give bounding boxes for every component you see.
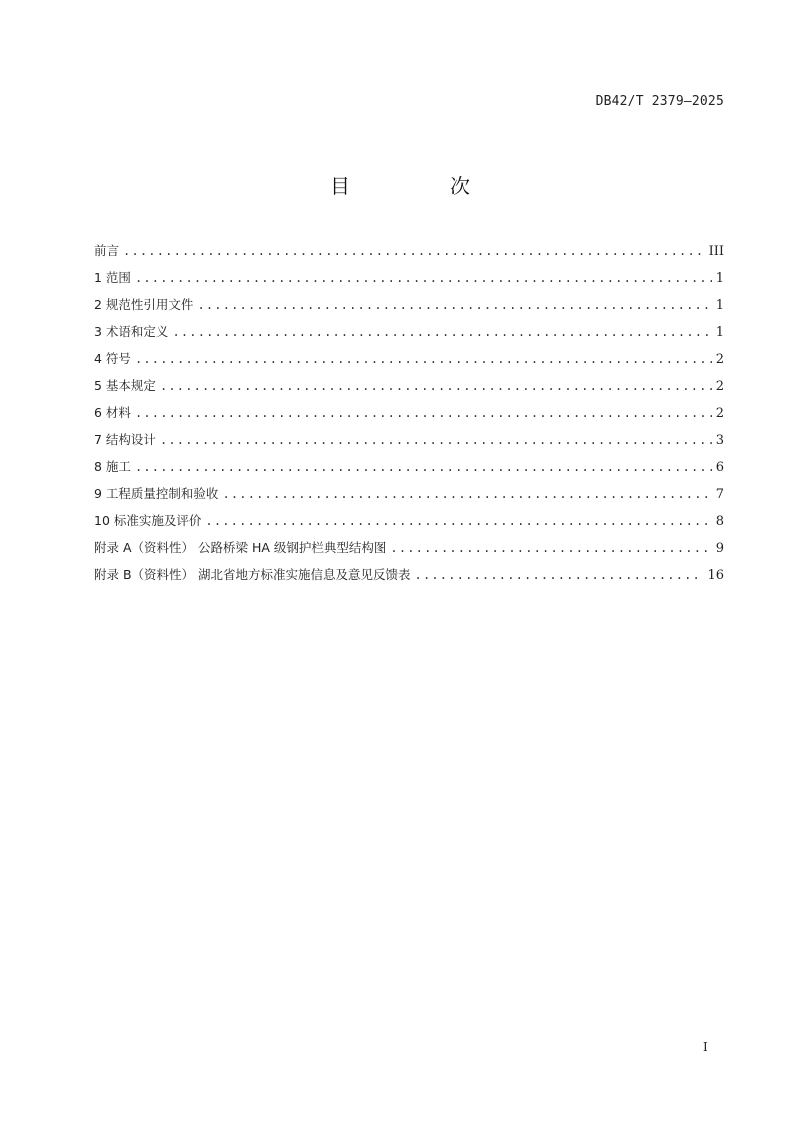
toc-entry-label: 1 范围 (94, 270, 131, 285)
toc-entry-label: 前言 (94, 243, 120, 258)
toc-entry-label: 8 施工 (94, 459, 131, 474)
toc-entry-page: 2 (715, 379, 724, 394)
dot-leader (135, 271, 712, 285)
dot-leader (135, 352, 712, 366)
toc-entry-page: 1 (715, 271, 724, 286)
dot-leader (160, 433, 712, 447)
toc-entry-foreword[interactable] (94, 241, 724, 268)
dot-leader (390, 541, 711, 555)
toc-title: 目 次 (330, 174, 510, 198)
dot-leader (135, 406, 712, 420)
toc-entry-page: 9 (715, 541, 724, 556)
toc-entry-construction[interactable] (94, 457, 724, 484)
toc-entry-appendix-a[interactable] (94, 538, 724, 565)
toc-entry-normative-references[interactable] (94, 295, 724, 322)
toc-entry-scope[interactable] (94, 268, 724, 295)
table-of-contents (94, 241, 724, 592)
toc-entry-label: 附录 A（资料性） 公路桥梁 HA 级钢护栏典型结构图 (94, 540, 387, 555)
dot-leader (172, 325, 711, 339)
toc-entry-label: 5 基本规定 (94, 378, 156, 393)
toc-entry-basic-requirements[interactable] (94, 376, 724, 403)
toc-entry-appendix-b[interactable] (94, 565, 724, 592)
document-code: DB42/T 2379—2025 (595, 94, 724, 109)
toc-entry-quality-control[interactable] (94, 484, 724, 511)
toc-entry-structural-design[interactable] (94, 430, 724, 457)
toc-entry-page: 6 (715, 460, 724, 475)
toc-entry-page: 1 (715, 298, 724, 313)
toc-entry-page: III (708, 244, 724, 259)
toc-entry-label: 3 术语和定义 (94, 324, 169, 339)
dot-leader (135, 460, 712, 474)
dot-leader (205, 514, 711, 528)
dot-leader (123, 244, 705, 258)
toc-entry-symbols[interactable] (94, 349, 724, 376)
dot-leader (160, 379, 712, 393)
toc-entry-label: 附录 B（资料性） 湖北省地方标准实施信息及意见反馈表 (94, 567, 411, 582)
toc-entry-page: 2 (715, 406, 724, 421)
toc-entry-label: 10 标准实施及评价 (94, 513, 202, 528)
dot-leader (415, 568, 704, 582)
toc-entry-page: 7 (715, 487, 724, 502)
toc-entry-terms-definitions[interactable] (94, 322, 724, 349)
toc-entry-page: 8 (715, 514, 724, 529)
toc-entry-label: 7 结构设计 (94, 432, 156, 447)
toc-entry-page: 1 (715, 325, 724, 340)
toc-entry-label: 6 材料 (94, 405, 131, 420)
toc-entry-page: 2 (715, 352, 724, 367)
toc-entry-materials[interactable] (94, 403, 724, 430)
toc-entry-label: 9 工程质量控制和验收 (94, 486, 219, 501)
toc-entry-label: 2 规范性引用文件 (94, 297, 194, 312)
dot-leader (222, 487, 711, 501)
toc-entry-implementation-evaluation[interactable] (94, 511, 724, 538)
page-number: I (703, 1040, 708, 1054)
toc-entry-page: 16 (707, 568, 724, 583)
toc-entry-page: 3 (715, 433, 724, 448)
toc-entry-label: 4 符号 (94, 351, 131, 366)
dot-leader (197, 298, 711, 312)
